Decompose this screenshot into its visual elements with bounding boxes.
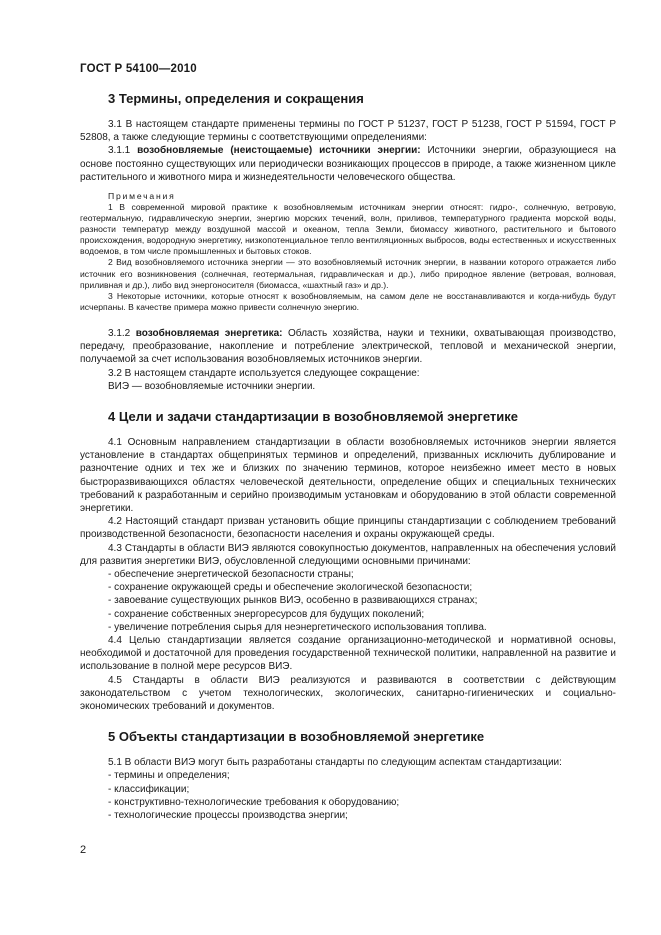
list-item: - сохранение собственных энергоресурсов для будущих поколений;	[108, 608, 425, 620]
definition: Источники энергии, образующиеся на основе постоянно существующих или периодически возникающих процессов в природе, а также жизненном цикле растительного и животного мира и жизнедеятельности человеческого общества.	[80, 145, 616, 183]
section-5-heading: 5 Объекты стандартизации в возобновляемой энергетике	[108, 729, 485, 745]
paragraph-3-1-2	[80, 327, 616, 367]
abbreviation-line: ВИЭ — возобновляемые источники энергии.	[108, 380, 316, 392]
list-item: - классификации;	[108, 783, 190, 795]
note-3: 3 Некоторые источники, которые относят к возобновляемым, на самом деле не восстанавливаются и когда-нибудь будут исчерпаны. В качестве примера можно привести солнечную энергию.	[80, 290, 616, 312]
section-3-heading: 3 Термины, определения и сокращения	[108, 91, 364, 106]
list-item: - конструктивно-технологические требования к оборудованию;	[108, 796, 400, 808]
list-item: - увеличение потребления сырья для неэнергетического использования топлива.	[108, 621, 487, 633]
term: возобновляемые (неистощаемые) источники энергии:	[137, 145, 421, 157]
paragraph-5-1: 5.1 В области ВИЭ могут быть разработаны стандарты по следующим аспектам стандартизации:	[108, 757, 562, 769]
list-item: - термины и определения;	[108, 770, 230, 782]
notes-title: Примечания	[108, 191, 176, 202]
section-4-heading: 4 Цели и задачи стандартизации в возобновляемой энергетике	[108, 408, 518, 424]
list-item: - обеспечение энергетической безопасности страны;	[108, 569, 354, 580]
note-2: 2 Вид возобновляемого источника энергии — это возобновляемый источник энергии, в названии которого отражается либо источник его возникновения (солнечная, геотермальная, гидравлическая и др.), либо природное явление (ветровая, волновая, приливная и др.), либо вид энергоносителя (биомасса, «шахтный газ» и др.).	[80, 257, 616, 290]
paragraph-3-2: 3.2 В настоящем стандарте используется следующее сокращение:	[108, 367, 420, 379]
clause-number: 3.1.2	[108, 327, 136, 339]
clause-number: 3.1.1	[108, 145, 138, 157]
list-item: - завоевание существующих рынков ВИЭ, особенно в развивающихся странах;	[108, 595, 478, 607]
term: возобновляемая энергетика:	[135, 327, 283, 339]
paragraph-4-5: 4.5 Стандарты в области ВИЭ реализуются и развиваются в соответствии с действующим законодательством с учетом технологических, экологических, санитарно-гигиенических и социально-экономических требований и документов.	[80, 674, 616, 713]
list-item: - сохранение окружающей среды и обеспечение экологической безопасности;	[108, 582, 473, 594]
paragraph-4-3: 4.3 Стандарты в области ВИЭ являются совокупностью документов, направленных на обеспечения условий для развития энергетики ВИЭ, обусловленной следующими основными причинами:	[80, 542, 616, 567]
definition: Область хозяйства, науки и техники, охватывающая производство, передачу, преобразование, накопление и потребление электрической, тепловой и механической энергии, получаемой за счет использования возобновляемых источников энергии.	[80, 327, 616, 366]
doc-header: ГОСТ Р 54100—2010	[80, 63, 197, 75]
paragraph-4-4: 4.4 Целью стандартизации является создание организационно-методической и нормативной основы, необходимой и достаточной для проведения государственной технической политики, направленной на развитие и использование в полной мере ресурсов ВИЭ.	[80, 635, 616, 673]
paragraph-3-1: 3.1 В настоящем стандарте применены термины по ГОСТ Р 51237, ГОСТ Р 51238, ГОСТ Р 51594, ГОСТ Р 52808, а также следующие термины с соответствующими определениями:	[80, 119, 616, 144]
page-number: 2	[80, 844, 87, 856]
note-1: 1 В современной мировой практике к возобновляемым источникам энергии относят: гидро-, солнечную, ветровую, геотермальную, гидравлическую энергии, энергию морских течений, волн, приливов, температурного градиента морской воды, разности температур между воздушной массой и океаном, тепла Земли, биомассу животного, растительного и бытового происхождения, водородную энергетику, низкопотенциальное тепло вентиляционных выбросов, воды естественных и искусственных водоемов, в том числе промышленных и бытовых стоков.	[80, 202, 616, 257]
paragraph-4-1: 4.1 Основным направлением стандартизации в области возобновляемых источников энергии является установление в стандартах общепринятых терминов и определений, призванных исключить дублирование и разночтение одних и тех же и близких по значению терминов, которое неизбежно имеет место в новых быстроразвивающихся областях человеческой деятельности, определение общих и специальных технических требований к разработанным и серийно производимым установкам и оборудованию в этой области современной энергетики.	[80, 436, 616, 514]
paragraph-3-1-1	[80, 144, 616, 184]
paragraph-4-2: 4.2 Настоящий стандарт призван установить общие принципы стандартизации с соблюдением требований производственной безопасности, безопасности населения и охраны окружающей среды.	[80, 516, 616, 541]
document-body	[80, 91, 616, 822]
list-item: - технологические процессы производства энергии;	[108, 810, 348, 822]
